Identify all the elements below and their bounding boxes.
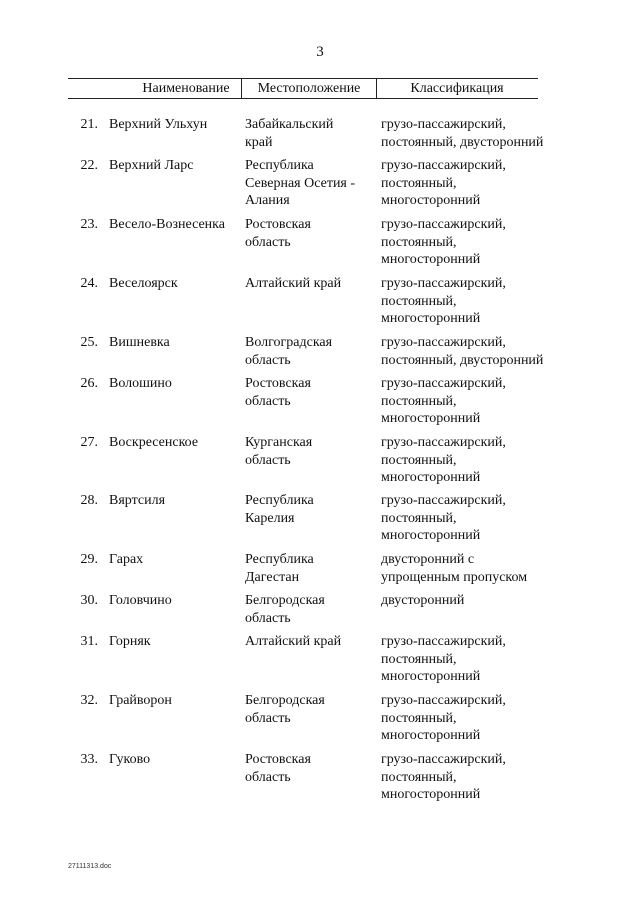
- row-name: Волошино: [109, 376, 172, 391]
- row-location: Ростовская область: [245, 752, 311, 785]
- row-number: 24.: [80, 276, 98, 291]
- row-name: Воскресенское: [109, 435, 199, 450]
- table-row: [0, 157, 640, 216]
- table-row: [0, 375, 640, 434]
- table-row: [0, 434, 640, 492]
- table-row: [0, 116, 640, 157]
- row-name: Горняк: [109, 634, 151, 649]
- row-number: 25.: [80, 335, 98, 350]
- row-classification: грузо-пассажирский, постоянный, многосторонний: [381, 693, 506, 743]
- row-location: Волгоградская область: [245, 335, 333, 368]
- row-classification: грузо-пассажирский, постоянный, многосторонний: [381, 276, 506, 326]
- table-header: [68, 78, 538, 99]
- row-name: Вяртсиля: [109, 493, 166, 508]
- row-location: Алтайский край: [245, 276, 342, 291]
- row-classification: двусторонний: [381, 593, 465, 608]
- row-number: 32.: [80, 693, 98, 708]
- row-name: Весело-Вознесенка: [109, 217, 225, 232]
- row-number: 31.: [80, 634, 98, 649]
- table-row: [0, 592, 640, 633]
- row-classification: грузо-пассажирский, постоянный, многосторонний: [381, 752, 506, 802]
- row-number: 23.: [80, 217, 98, 232]
- row-classification: грузо-пассажирский, постоянный, многосторонний: [381, 376, 506, 426]
- row-number: 21.: [80, 117, 98, 132]
- table-row: [0, 275, 640, 334]
- row-classification: двусторонний с упрощенным пропуском: [381, 552, 528, 585]
- table-row: [0, 334, 640, 375]
- row-classification: грузо-пассажирский, постоянный, многосторонний: [381, 634, 506, 684]
- table-row: [0, 216, 640, 275]
- row-number: 29.: [80, 552, 98, 567]
- row-location: Забайкальский край: [245, 117, 334, 150]
- row-classification: грузо-пассажирский, постоянный, двусторонний: [381, 117, 544, 150]
- row-location: Белгородская область: [245, 593, 325, 626]
- row-name: Грайворон: [109, 693, 172, 708]
- table-row: [0, 751, 640, 810]
- row-name: Веселоярск: [109, 276, 178, 291]
- row-classification: грузо-пассажирский, постоянный, многосторонний: [381, 217, 506, 267]
- table-row: [0, 692, 640, 751]
- row-location: Белгородская область: [245, 693, 325, 726]
- row-number: 30.: [80, 593, 98, 608]
- row-number: 33.: [80, 752, 98, 767]
- row-location: Курганская область: [245, 435, 313, 468]
- row-number: 28.: [80, 493, 98, 508]
- row-name: Верхний Ларс: [109, 158, 194, 173]
- row-location: Республика Дагестан: [245, 552, 314, 585]
- row-location: Алтайский край: [245, 634, 342, 649]
- row-number: 26.: [80, 376, 98, 391]
- row-name: Головчино: [109, 593, 172, 608]
- table-row: [0, 551, 640, 592]
- row-classification: грузо-пассажирский, постоянный, двусторонний: [381, 335, 544, 368]
- table-row: [0, 633, 640, 692]
- header-location: Местоположение: [241, 79, 377, 98]
- row-name: Вишневка: [109, 335, 170, 350]
- row-classification: грузо-пассажирский, постоянный, многосторонний: [381, 158, 506, 208]
- row-classification: грузо-пассажирский, постоянный, многосторонний: [381, 435, 506, 485]
- row-number: 27.: [80, 435, 98, 450]
- table-row: [0, 492, 640, 551]
- row-location: Ростовская область: [245, 376, 311, 409]
- row-location: Ростовская область: [245, 217, 311, 250]
- row-location: Республика Северная Осетия - Алания: [245, 158, 356, 208]
- page-number: 3: [316, 44, 324, 60]
- row-name: Верхний Ульхун: [109, 117, 208, 132]
- header-name: Наименование: [142, 81, 230, 96]
- header-classification: Классификация: [410, 81, 504, 96]
- row-classification: грузо-пассажирский, постоянный, многосторонний: [381, 493, 506, 543]
- row-location: Республика Карелия: [245, 493, 314, 526]
- row-name: Гуково: [109, 752, 151, 767]
- row-number: 22.: [80, 158, 98, 173]
- row-name: Гарах: [109, 552, 144, 567]
- footer-filename: 27111313.doc: [68, 863, 112, 870]
